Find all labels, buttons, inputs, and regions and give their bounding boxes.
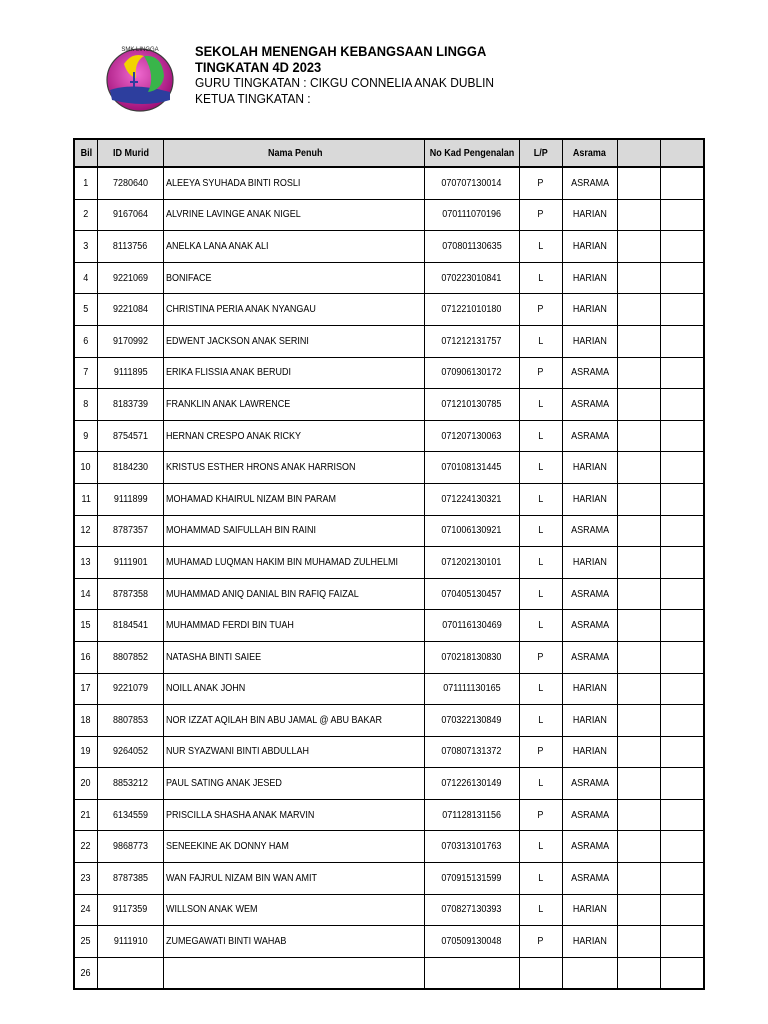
cell-asrama: HARIAN [562,325,617,357]
table-row [74,389,704,421]
cell-bil: 16 [74,641,98,673]
class-monitor: KETUA TINGKATAN : [195,91,311,106]
cell-blank-2 [660,357,704,389]
cell-blank-1 [617,483,660,515]
cell-blank-1 [617,705,660,737]
cell-no-kad-pengenalan: 071212131757 [424,325,519,357]
cell-bil: 5 [74,294,98,326]
cell-blank-1 [617,957,660,989]
cell-id-murid: 8184230 [98,452,164,484]
cell-lp: L [519,863,562,895]
cell-bil: 13 [74,547,98,579]
column-header-bil: Bil [74,139,98,167]
cell-id-murid: 9117359 [98,894,164,926]
table-row [74,673,704,705]
cell-bil: 17 [74,673,98,705]
cell-nama-penuh: WILLSON ANAK WEM [164,894,425,926]
cell-id-murid: 8113756 [98,231,164,263]
cell-id-murid [98,957,164,989]
cell-blank-1 [617,199,660,231]
cell-lp: L [519,262,562,294]
cell-asrama: ASRAMA [562,799,617,831]
cell-blank-1 [617,515,660,547]
table-row [74,705,704,737]
cell-asrama: HARIAN [562,736,617,768]
table-row [74,799,704,831]
cell-blank-2 [660,231,704,263]
cell-id-murid: 9111899 [98,483,164,515]
cell-blank-1 [617,610,660,642]
cell-blank-1 [617,736,660,768]
column-header-lp: L/P [519,139,562,167]
cell-bil: 25 [74,926,98,958]
table-row [74,452,704,484]
cell-blank-2 [660,420,704,452]
cell-blank-2 [660,578,704,610]
cell-no-kad-pengenalan: 070915131599 [424,863,519,895]
cell-bil: 8 [74,389,98,421]
cell-no-kad-pengenalan: 071111130165 [424,673,519,705]
cell-asrama: HARIAN [562,926,617,958]
cell-lp: L [519,705,562,737]
cell-blank-1 [617,799,660,831]
cell-blank-2 [660,705,704,737]
cell-bil: 22 [74,831,98,863]
cell-lp: L [519,547,562,579]
cell-bil: 18 [74,705,98,737]
cell-asrama: ASRAMA [562,167,617,199]
table-row [74,736,704,768]
cell-bil: 26 [74,957,98,989]
column-header-id-murid: ID Murid [98,139,164,167]
column-header-no-kad-pengenalan: No Kad Pengenalan [424,139,519,167]
table-row [74,926,704,958]
cell-blank-1 [617,894,660,926]
cell-asrama: HARIAN [562,483,617,515]
cell-id-murid: 9221069 [98,262,164,294]
cell-no-kad-pengenalan: 070827130393 [424,894,519,926]
cell-no-kad-pengenalan: 071128131156 [424,799,519,831]
cell-blank-2 [660,294,704,326]
cell-blank-1 [617,389,660,421]
cell-blank-2 [660,515,704,547]
student-roster-table [73,138,705,990]
cell-lp: P [519,199,562,231]
cell-no-kad-pengenalan: 070116130469 [424,610,519,642]
cell-nama-penuh: MUHAMAD LUQMAN HAKIM BIN MUHAMAD ZULHELMI [164,547,425,579]
cell-asrama: ASRAMA [562,389,617,421]
cell-bil: 9 [74,420,98,452]
cell-lp: L [519,420,562,452]
cell-id-murid: 9111910 [98,926,164,958]
cell-blank-1 [617,262,660,294]
cell-no-kad-pengenalan: 070707130014 [424,167,519,199]
cell-id-murid: 9111901 [98,547,164,579]
cell-asrama: ASRAMA [562,831,617,863]
table-row [74,578,704,610]
cell-nama-penuh: NOILL ANAK JOHN [164,673,425,705]
cell-nama-penuh: ZUMEGAWATI BINTI WAHAB [164,926,425,958]
logo-lettering: SMK LINGGA [121,47,159,53]
cell-id-murid: 8853212 [98,768,164,800]
cell-nama-penuh: MUHAMMAD FERDI BIN TUAH [164,610,425,642]
cell-id-murid: 8184541 [98,610,164,642]
cell-blank-1 [617,294,660,326]
cell-blank-2 [660,199,704,231]
cell-nama-penuh: PRISCILLA SHASHA ANAK MARVIN [164,799,425,831]
cell-bil: 19 [74,736,98,768]
cell-bil: 20 [74,768,98,800]
cell-no-kad-pengenalan: 070111070196 [424,199,519,231]
cell-blank-2 [660,831,704,863]
cell-nama-penuh: EDWENT JACKSON ANAK SERINI [164,325,425,357]
cell-nama-penuh: HERNAN CRESPO ANAK RICKY [164,420,425,452]
cell-no-kad-pengenalan: 071210130785 [424,389,519,421]
cell-no-kad-pengenalan: 071221010180 [424,294,519,326]
cell-blank-1 [617,926,660,958]
cell-no-kad-pengenalan: 070322130849 [424,705,519,737]
cell-nama-penuh: SENEEKINE AK DONNY HAM [164,831,425,863]
table-row [74,325,704,357]
table-row [74,894,704,926]
cell-nama-penuh: ALEEYA SYUHADA BINTI ROSLI [164,167,425,199]
cell-no-kad-pengenalan: 070108131445 [424,452,519,484]
cell-bil: 3 [74,231,98,263]
cell-asrama: ASRAMA [562,610,617,642]
cell-bil: 1 [74,167,98,199]
cell-blank-1 [617,768,660,800]
cell-blank-1 [617,420,660,452]
cell-lp: L [519,452,562,484]
cell-blank-1 [617,547,660,579]
cell-nama-penuh: KRISTUS ESTHER HRONS ANAK HARRISON [164,452,425,484]
cell-no-kad-pengenalan: 070906130172 [424,357,519,389]
table-row [74,610,704,642]
column-header-nama-penuh: Nama Penuh [164,139,425,167]
cell-no-kad-pengenalan: 071202130101 [424,547,519,579]
table-row [74,262,704,294]
cell-id-murid: 9264052 [98,736,164,768]
cell-nama-penuh: WAN FAJRUL NIZAM BIN WAN AMIT [164,863,425,895]
cell-asrama: ASRAMA [562,863,617,895]
table-body [74,167,704,989]
table-row [74,547,704,579]
table-row [74,641,704,673]
cell-blank-2 [660,863,704,895]
cell-no-kad-pengenalan: 071226130149 [424,768,519,800]
cell-blank-2 [660,894,704,926]
cell-nama-penuh: FRANKLIN ANAK LAWRENCE [164,389,425,421]
cell-lp: P [519,926,562,958]
cell-nama-penuh: NUR SYAZWANI BINTI ABDULLAH [164,736,425,768]
cell-no-kad-pengenalan: 071006130921 [424,515,519,547]
cell-no-kad-pengenalan: 070807131372 [424,736,519,768]
cell-blank-1 [617,641,660,673]
table-row [74,199,704,231]
cell-id-murid: 8787358 [98,578,164,610]
cell-id-murid: 9170992 [98,325,164,357]
class-name: TINGKATAN 4D 2023 [195,59,322,75]
cell-blank-1 [617,357,660,389]
cell-asrama: ASRAMA [562,420,617,452]
cell-asrama: ASRAMA [562,768,617,800]
cell-nama-penuh: ALVRINE LAVINGE ANAK NIGEL [164,199,425,231]
cell-id-murid: 8754571 [98,420,164,452]
cell-lp: P [519,357,562,389]
cell-id-murid: 8807852 [98,641,164,673]
cell-blank-1 [617,167,660,199]
cell-lp: P [519,641,562,673]
cell-blank-2 [660,926,704,958]
cell-blank-2 [660,262,704,294]
class-teacher: GURU TINGKATAN : CIKGU CONNELIA ANAK DUBLIN [195,75,495,90]
cell-id-murid: 9167064 [98,199,164,231]
cell-bil: 4 [74,262,98,294]
cell-lp: L [519,768,562,800]
table-row [74,957,704,989]
cell-id-murid: 8787357 [98,515,164,547]
cell-id-murid: 8807853 [98,705,164,737]
cell-id-murid: 8183739 [98,389,164,421]
cell-no-kad-pengenalan: 070509130048 [424,926,519,958]
cell-blank-2 [660,957,704,989]
cell-nama-penuh: ANELKA LANA ANAK ALI [164,231,425,263]
cell-no-kad-pengenalan [424,957,519,989]
cell-lp: P [519,736,562,768]
cell-asrama [562,957,617,989]
table-row [74,863,704,895]
table-row [74,167,704,199]
school-name: SEKOLAH MENENGAH KEBANGSAAN LINGGA [195,43,487,59]
table-row [74,768,704,800]
cell-nama-penuh: MOHAMMAD SAIFULLAH BIN RAINI [164,515,425,547]
cell-nama-penuh: ERIKA FLISSIA ANAK BERUDI [164,357,425,389]
table-row [74,294,704,326]
cell-blank-2 [660,641,704,673]
table-row [74,831,704,863]
cell-nama-penuh: MUHAMMAD ANIQ DANIAL BIN RAFIQ FAIZAL [164,578,425,610]
cell-bil: 14 [74,578,98,610]
cell-bil: 23 [74,863,98,895]
cell-lp: L [519,231,562,263]
cell-bil: 11 [74,483,98,515]
cell-asrama: HARIAN [562,673,617,705]
cell-id-murid: 7280640 [98,167,164,199]
cell-blank-1 [617,578,660,610]
cell-blank-2 [660,736,704,768]
cell-blank-1 [617,452,660,484]
cell-bil: 15 [74,610,98,642]
cell-lp: L [519,578,562,610]
cell-bil: 12 [74,515,98,547]
cell-lp: L [519,894,562,926]
cell-bil: 24 [74,894,98,926]
cell-id-murid: 6134559 [98,799,164,831]
cell-asrama: ASRAMA [562,641,617,673]
cell-bil: 6 [74,325,98,357]
table-row [74,420,704,452]
cell-nama-penuh: NOR IZZAT AQILAH BIN ABU JAMAL @ ABU BAKAR [164,705,425,737]
cell-bil: 7 [74,357,98,389]
cell-id-murid: 9111895 [98,357,164,389]
table-row [74,483,704,515]
cell-asrama: HARIAN [562,262,617,294]
cell-blank-2 [660,483,704,515]
cell-nama-penuh: BONIFACE [164,262,425,294]
cell-blank-1 [617,325,660,357]
cell-asrama: HARIAN [562,705,617,737]
cell-asrama: HARIAN [562,547,617,579]
cell-blank-2 [660,673,704,705]
table-row [74,357,704,389]
cell-lp: L [519,610,562,642]
school-logo [104,42,176,114]
cell-id-murid: 9221084 [98,294,164,326]
cell-blank-2 [660,325,704,357]
cell-bil: 2 [74,199,98,231]
cell-asrama: HARIAN [562,231,617,263]
cell-asrama: HARIAN [562,452,617,484]
title-block [195,43,520,107]
table-row [74,231,704,263]
cell-blank-1 [617,673,660,705]
cell-lp: L [519,483,562,515]
cell-nama-penuh: PAUL SATING ANAK JESED [164,768,425,800]
table-row [74,515,704,547]
document-header [0,0,768,130]
cell-blank-2 [660,389,704,421]
cell-bil: 10 [74,452,98,484]
cell-blank-1 [617,863,660,895]
cell-no-kad-pengenalan: 071207130063 [424,420,519,452]
column-header-asrama: Asrama [562,139,617,167]
cell-bil: 21 [74,799,98,831]
column-header-blank-2 [660,139,704,167]
cell-nama-penuh: CHRISTINA PERIA ANAK NYANGAU [164,294,425,326]
cell-nama-penuh: MOHAMAD KHAIRUL NIZAM BIN PARAM [164,483,425,515]
cell-no-kad-pengenalan: 070223010841 [424,262,519,294]
cell-id-murid: 9868773 [98,831,164,863]
cell-asrama: ASRAMA [562,578,617,610]
cell-lp: L [519,673,562,705]
cell-lp [519,957,562,989]
cell-asrama: ASRAMA [562,515,617,547]
cell-blank-1 [617,831,660,863]
cell-lp: P [519,167,562,199]
column-header-blank-1 [617,139,660,167]
cell-blank-2 [660,768,704,800]
cell-asrama: HARIAN [562,199,617,231]
cell-blank-2 [660,610,704,642]
cell-lp: L [519,515,562,547]
cell-no-kad-pengenalan: 070405130457 [424,578,519,610]
cell-id-murid: 9221079 [98,673,164,705]
cell-lp: L [519,389,562,421]
cell-no-kad-pengenalan: 070218130830 [424,641,519,673]
cell-asrama: HARIAN [562,294,617,326]
cell-no-kad-pengenalan: 070801130635 [424,231,519,263]
cell-no-kad-pengenalan: 070313101763 [424,831,519,863]
cell-blank-2 [660,452,704,484]
cell-lp: P [519,799,562,831]
cell-lp: P [519,294,562,326]
cell-asrama: ASRAMA [562,357,617,389]
cell-nama-penuh: NATASHA BINTI SAIEE [164,641,425,673]
cell-id-murid: 8787385 [98,863,164,895]
cell-nama-penuh [164,957,425,989]
cell-blank-2 [660,547,704,579]
cell-blank-1 [617,231,660,263]
cell-lp: L [519,831,562,863]
cell-no-kad-pengenalan: 071224130321 [424,483,519,515]
cell-lp: L [519,325,562,357]
cell-asrama: HARIAN [562,894,617,926]
cell-blank-2 [660,167,704,199]
table-header-row [74,139,704,167]
cell-blank-2 [660,799,704,831]
